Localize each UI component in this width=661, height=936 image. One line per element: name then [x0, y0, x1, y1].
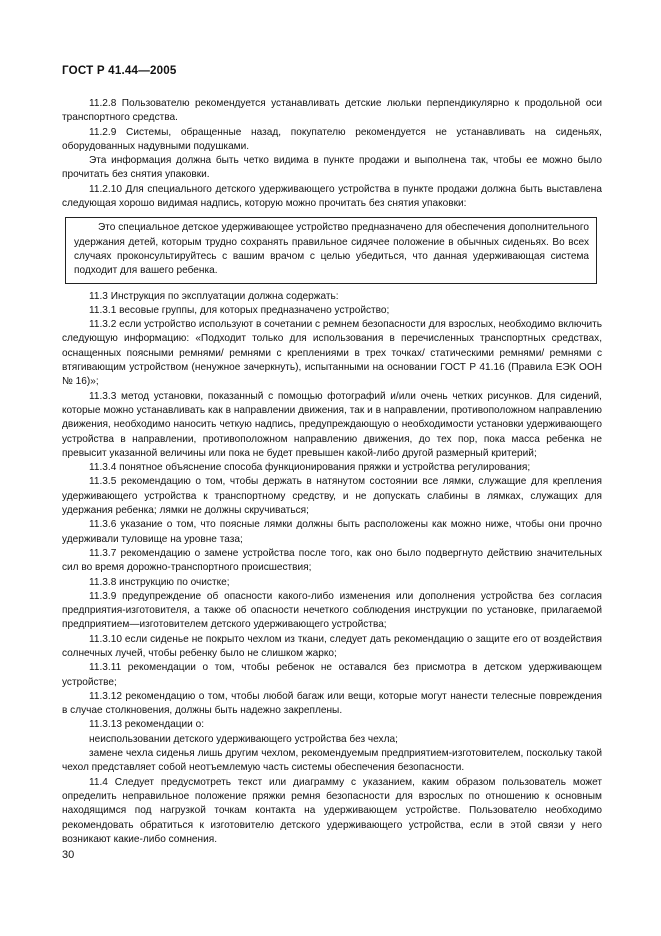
paragraph-11-3-7: 11.3.7 рекомендацию о замене устройства после того, как оно было подвергнуто действию значительных сил во время дорожно-транспортного происшествия; [62, 547, 602, 574]
paragraph-11-3-13: 11.3.13 рекомендации о: [89, 719, 205, 731]
document-header: ГОСТ Р 41.44—2005 [62, 64, 177, 77]
paragraph-11-3-11: 11.3.11 рекомендации о том, чтобы ребенок не оставался без присмотра в детском удерживающем устройстве; [62, 662, 602, 688]
paragraph-11-3-2: 11.3.2 если устройство используют в сочетании с ремнем безопасности для взрослых, необходимо включить следующую информацию: «Подходит только для использования в перечисленных транспортных средствах, оснащенных поясными ремнями/ ремнями с креплениями в трех точках/ статическими ремнями/ ремнями с втягивающим устройством (ненужное зачеркнуть), испытанными на основании ГОСТ Р 41.16 (Правила ЕЭК ООН № 16)»; [62, 319, 602, 388]
paragraph-11-2-8: 11.2.8 Пользователю рекомендуется устанавливать детские люльки перпендикулярно к продольной оси транспортного средства. [62, 98, 602, 124]
paragraph-11-3-4: 11.3.4 понятное объяснение способа функционирования пряжки и устройства регулирования; [89, 462, 531, 474]
paragraph-11-3-5: 11.3.5 рекомендацию о том, чтобы держать в натянутом состоянии все лямки, служащие для крепления удерживающего устройства к транспортному средству, и не допускать слабины в лямках, служащих для удержания ребенка; лямки не должны скручиваться; [62, 476, 602, 517]
paragraph-11-3-12: 11.3.12 рекомендацию о том, чтобы любой багаж или вещи, которые могут нанести телесные повреждения в случае столкновения, должны быть надежно закреплены. [62, 690, 602, 717]
paragraph-11-3-8: 11.3.8 инструкцию по очистке; [89, 576, 230, 588]
paragraph-11-3-13-item-1: неиспользовании детского удерживающего устройства без чехла; [89, 733, 398, 745]
paragraph-11-3-13-item-2: замене чехла сиденья лишь другим чехлом, рекомендуемым предприятием-изготовителем, поскольку такой чехол представляет собой неотъемлемую часть системы обеспечения безопасности. [62, 748, 602, 774]
paragraph-11-3-6: 11.3.6 указание о том, что поясные лямки должны быть расположены как можно ниже, чтобы они прочно удерживали туловище на уровне таза; [62, 519, 602, 545]
paragraph-11-3-3: 11.3.3 метод установки, показанный с помощью фотографий и/или очень четких рисунков. Для сидений, которые можно устанавливать как в направлении движения, так и в направлении, противоположном направлению движения, необходимо наносить четкую надпись, предупреждающую о необходимости установки удерживающего устройства в направлении, противоположном направлению движения, до тех пор, пока масса ребенка не превысит указанной величины или пока не будет превышен какой-либо другой размерный критерий; [62, 390, 602, 459]
paragraph-visibility-note: Эта информация должна быть четко видима в пункте продажи и выполнена так, чтобы ее можно было прочитать без снятия упаковки. [62, 155, 602, 181]
paragraph-11-3-1: 11.3.1 весовые группы, для которых предназначено устройство; [89, 304, 390, 316]
paragraph-11-3-10: 11.3.10 если сиденье не покрыто чехлом из ткани, следует дать рекомендацию о защите его от воздействия солнечных лучей, чтобы ребенку было не слишком жарко; [62, 633, 602, 659]
warning-label-box [65, 217, 597, 283]
paragraph-11-3-9: 11.3.9 предупреждение об опасности какого-либо изменения или дополнения устройства без согласия предприятия-изготовителя, а также об опасности нечеткого соблюдения инструкции по установке, прилагаемой предприятием—изготовителем детского удерживающего устройства; [62, 590, 602, 631]
paragraph-11-3: 11.3 Инструкция по эксплуатации должна содержать: [89, 290, 339, 302]
paragraph-11-2-10: 11.2.10 Для специального детского удерживающего устройства в пункте продажи должна быть выставлена следующая хорошо видимая надпись, которую можно прочитать без снятия упаковки: [62, 183, 602, 210]
warning-label-text: Это специальное детское удерживающее устройство предназначено для обеспечения дополнительного удержания детей, которым трудно сохранять правильное сидячее положение в обычных сиденьях. Во всех случаях проконсультируйтесь с вашим врачом с целью убедиться, что данная удерживающая система подходит для вашего ребенка. [74, 222, 589, 277]
paragraph-11-4: 11.4 Следует предусмотреть текст или диаграмму с указанием, каким образом пользователь может определить неправильное положение пряжки ремня безопасности для взрослых по отношению к основным находящимся под нагрузкой точкам контакта на удерживающем устройстве. Пользователю необходимо рекомендовать обратиться к изготовителю детского удерживающего устройства, если в этой связи у него возникают какие-либо сомнения. [62, 776, 602, 845]
page-number: 30 [62, 849, 75, 861]
document-body [62, 97, 602, 847]
paragraph-11-2-9: 11.2.9 Системы, обращенные назад, покупателю рекомендуется не устанавливать на сиденьях, оборудованных надувными подушками. [62, 126, 602, 152]
